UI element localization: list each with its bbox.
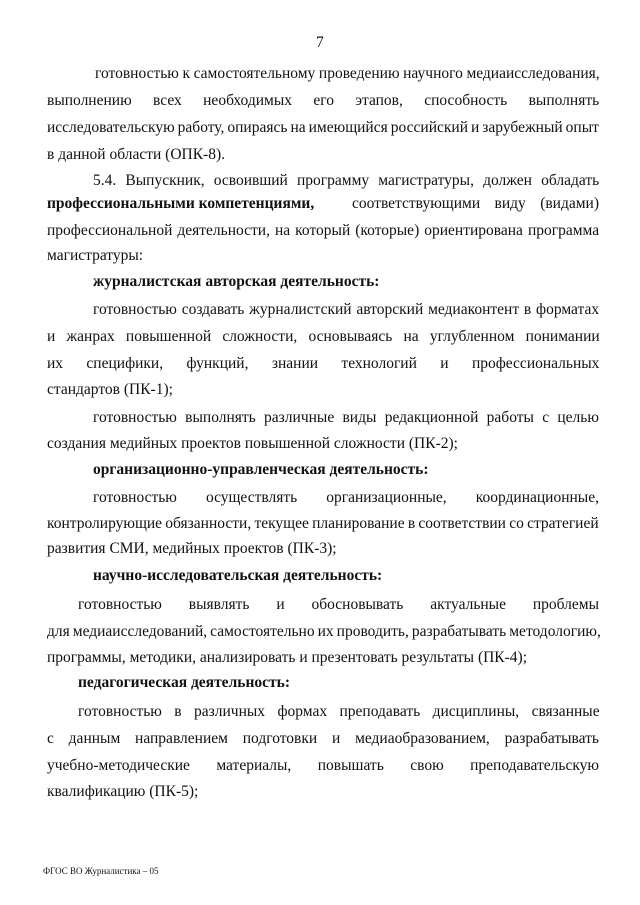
text-line: готовностью осуществлять организационные, координационные, — [93, 489, 599, 506]
text-line: готовностью создавать журналистский авторский медиаконтент в форматах — [93, 301, 600, 318]
section-heading-organizational: организационно-управленческая деятельность: — [93, 461, 429, 478]
text-line: квалификацию (ПК-5); — [47, 783, 199, 800]
text-line: создания медийных проектов повышенной сложности (ПК-2); — [47, 435, 458, 452]
text-line: готовностью в различных формах преподавать дисциплины, связанные — [78, 703, 600, 720]
text-line: соответствующими виду (видами) — [352, 195, 599, 212]
footer-text: ФГОС ВО Журналистика – 05 — [43, 866, 159, 876]
text-line: выполнению всех необходимых его этапов, способность выполнять — [47, 92, 600, 109]
text-line: готовностью выявлять и обосновывать актуальные проблемы — [78, 596, 599, 613]
page-number: 7 — [316, 34, 324, 51]
section-heading-research: научно-исследовательская деятельность: — [93, 567, 383, 584]
text-line: контролирующие обязанности, текущее планирование в соответствии со стратегией — [47, 515, 599, 532]
section-5-4-line: 5.4. Выпускник, освоивший программу магистратуры, должен обладать — [93, 172, 600, 189]
text-line: исследовательскую работу, опираясь на имеющийся российский и зарубежный опыт — [47, 119, 599, 136]
section-heading-pedagogical: педагогическая деятельность: — [78, 674, 290, 691]
text-line: развития СМИ, медийных проектов (ПК-3); — [47, 540, 337, 557]
text-line: готовностью выполнять различные виды редакционной работы с целью — [93, 409, 599, 426]
text-line: с данным направлением подготовки и медиаобразованием, разрабатывать — [47, 730, 599, 747]
text-line: в данной области (ОПК-8). — [47, 146, 225, 163]
text-line: для медиаисследований, самостоятельно их проводить, разрабатывать методологию, — [47, 623, 601, 640]
text-line: готовностью к самостоятельному проведению научного медиаисследования, — [95, 65, 600, 82]
text-line: программы, методики, анализировать и презентовать результаты (ПК-4); — [47, 649, 528, 666]
text-line: и жанрах повышенной сложности, основываясь на углубленном понимании — [47, 328, 600, 345]
text-line: их специфики, функций, знании технологий и профессиональных — [47, 355, 600, 372]
section-heading-authorial: журналистская авторская деятельность: — [93, 273, 380, 290]
text-line: профессиональной деятельности, на который (которые) ориентирована программа — [47, 222, 600, 239]
text-line: магистратуры: — [47, 247, 144, 264]
text-line: учебно-методические материалы, повышать свою преподавательскую — [47, 757, 599, 774]
bold-term-professional-competencies: профессиональными компетенциями, — [47, 195, 315, 212]
text-line: стандартов (ПК-1); — [47, 381, 173, 398]
